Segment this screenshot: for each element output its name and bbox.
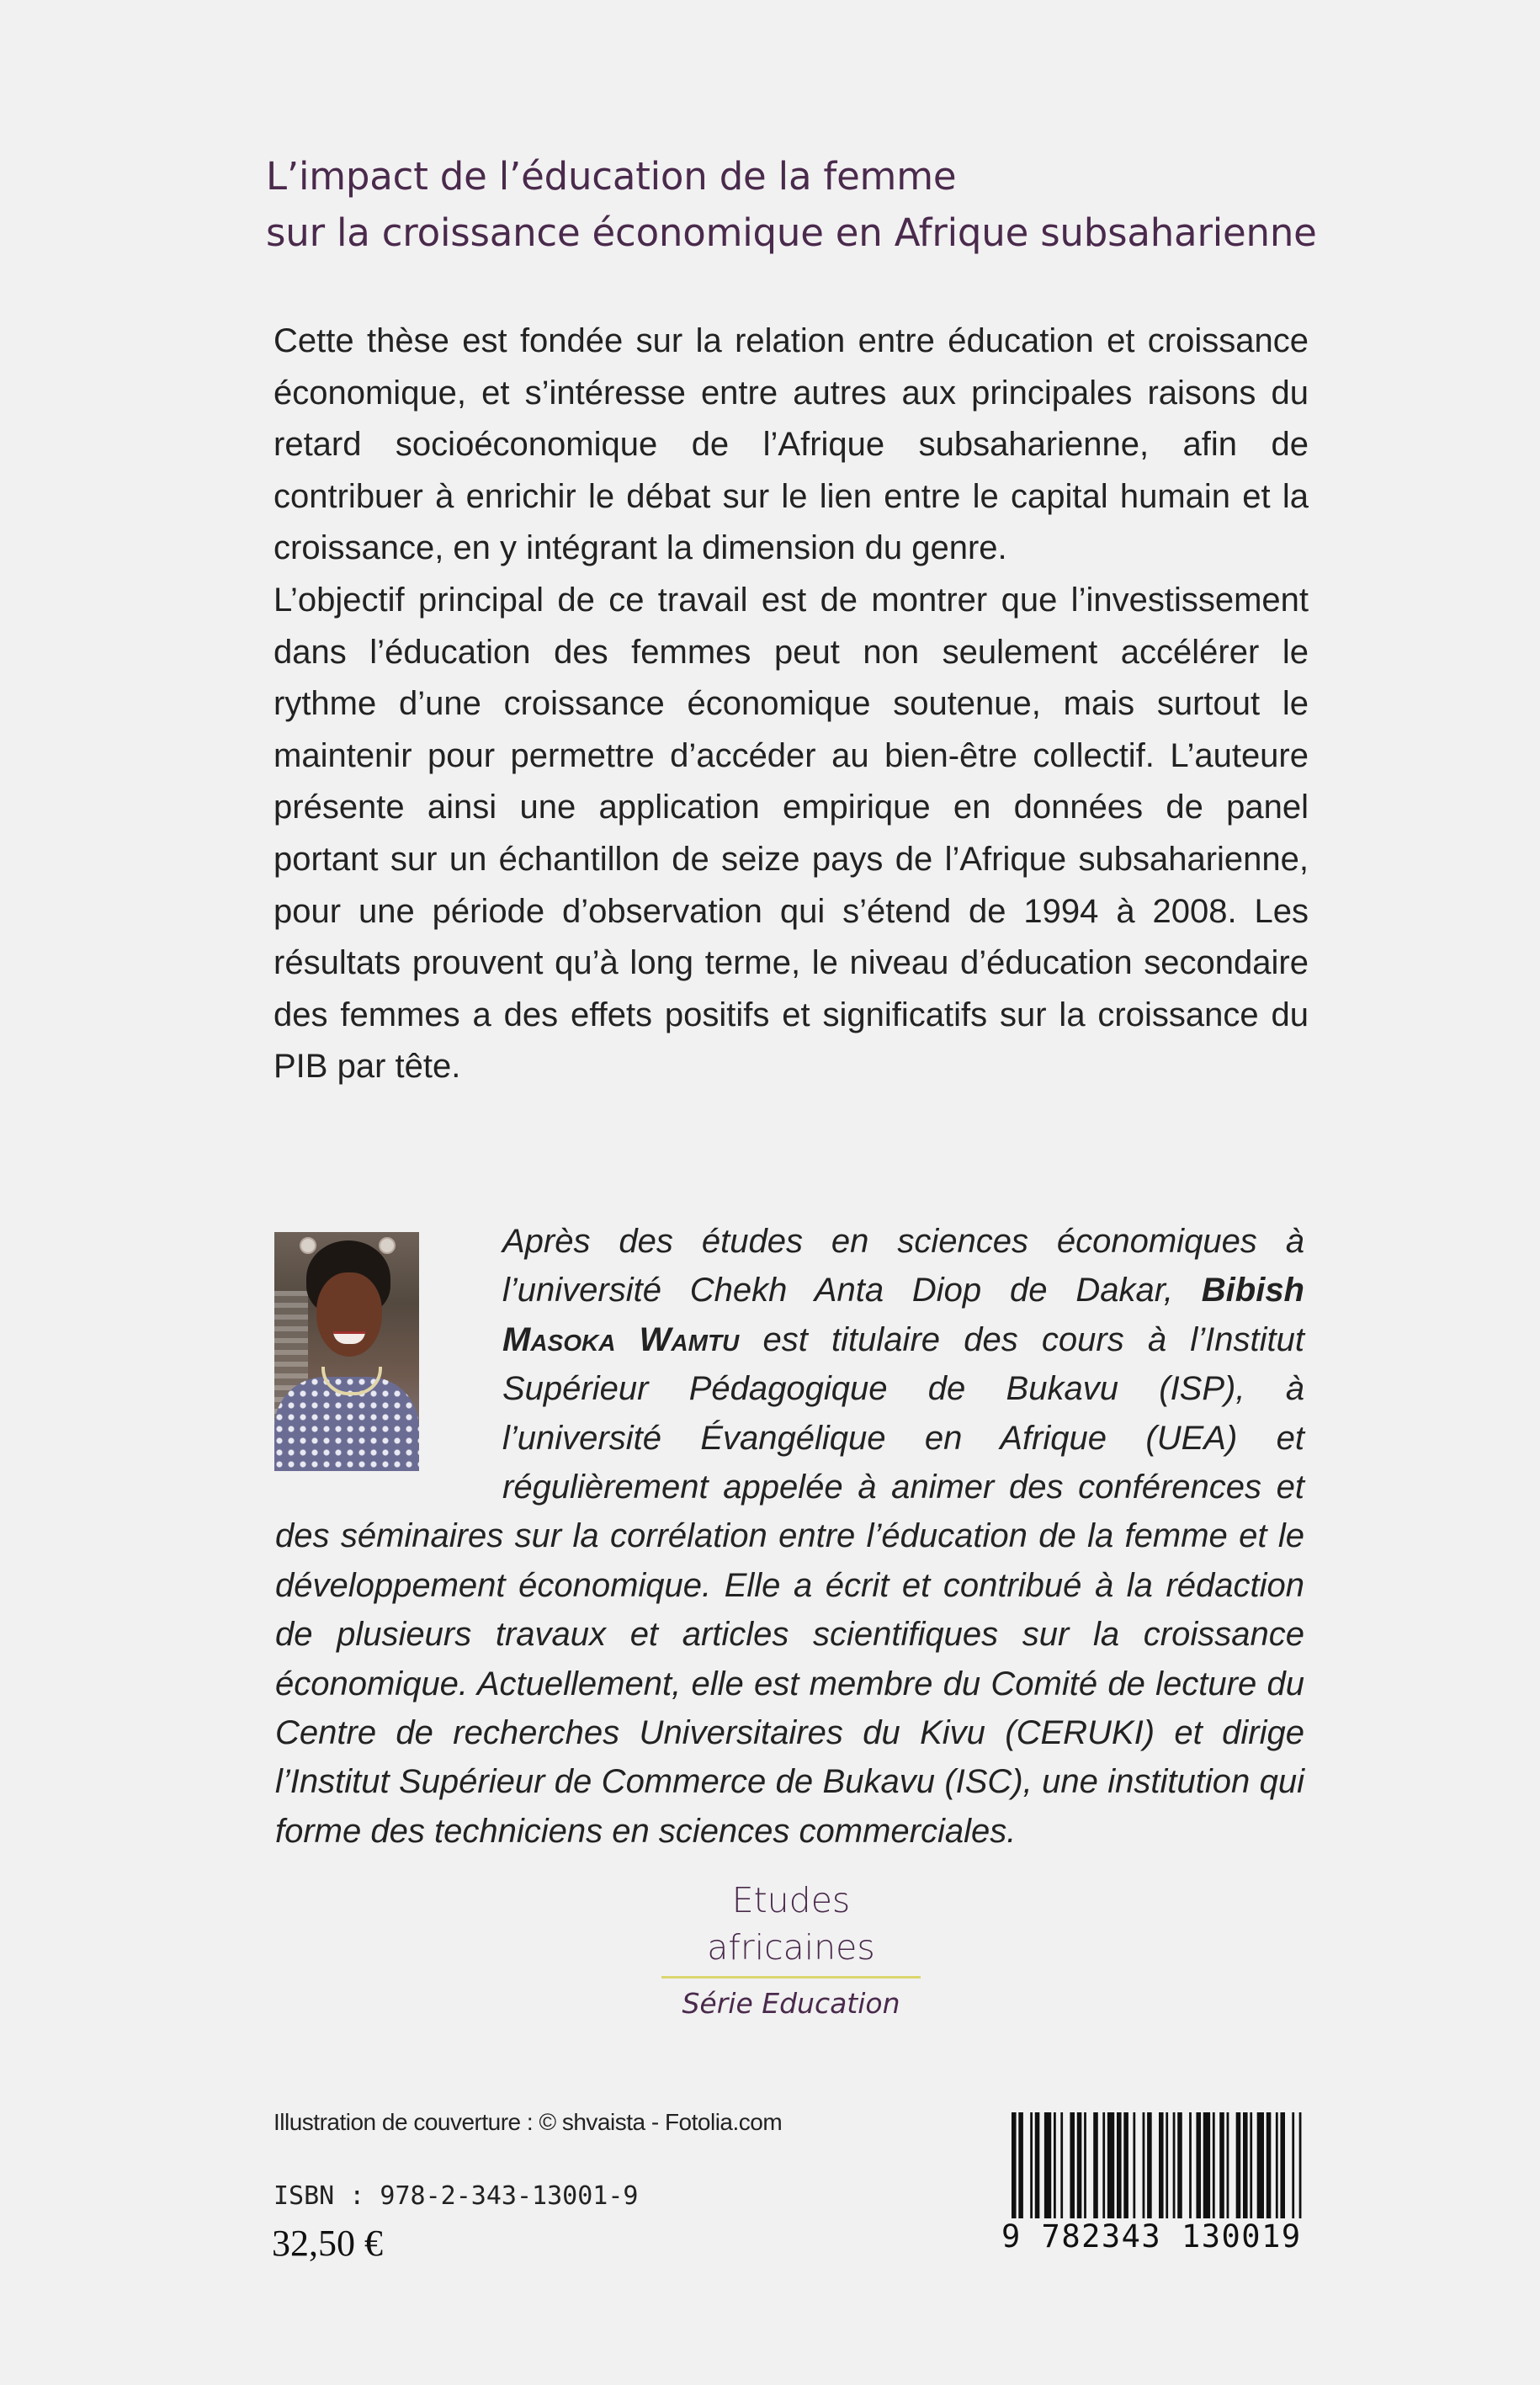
bio-text-start: Après des études en sciences économiques à l’université Chekh Anta Diop de Dakar, [502, 1223, 1304, 1309]
summary-paragraph-1: Cette thèse est fondée sur la relation entre éducation et croissance économique, et s’intéresse entre autres aux principales raisons du retard socioéconomique de l’Afrique subsaharienne, afin de contribuer à enrichir le débat sur le lien entre le capital humain et la croissance, en y intégrant la dimension du genre. [273, 322, 1309, 567]
bio-text-rest: est titulaire des cours à l’Institut Supérieur Pédagogique de Bukavu (ISP), à l’université Évangélique en Afrique (UEA) et régulièrement appelée à animer des conférences et des séminaires sur la corrélation entre l’éducation de la femme et le développement économique. Elle a écrit et contribué à la rédaction de plusieurs travaux et articles scientifiques sur la croissance économique. Actuellement, elle est membre du Comité de lecture du Centre de recherches Universitaires du Kivu (CERUKI) et dirige l’Institut Supérieur de Commerce de Bukavu (ISC), une institution qui forme des techniciens en sciences commerciales. [275, 1320, 1304, 1850]
barcode-block [1000, 2112, 1311, 2255]
summary-paragraph-2: L’objectif principal de ce travail est de montrer que l’investissement dans l’éducation des femmes peut non seulement accélérer le rythme d’une croissance économique soutenue, mais surtout le maintenir pour permettre d’accéder au bien-être collectif. L’auteure présente ainsi une application empirique en données de panel portant sur un échantillon de seize pays de l’Afrique subsaharienne, pour une période d’observation qui s’étend de 1994 à 2008. Les résultats prouvent qu’à long terme, le niveau d’éducation secondaire des femmes a des effets positifs et significatifs sur la croissance du PIB par tête. [273, 581, 1309, 1086]
barcode-icon [1012, 2112, 1306, 2234]
author-name: Bibish Masoka Wamtu [502, 1272, 1304, 1358]
series-block [656, 1877, 926, 2021]
book-summary [273, 316, 1309, 1093]
author-bio [275, 1217, 1304, 1856]
series-title: Etudes africaines [707, 1880, 875, 1968]
book-title [266, 148, 1360, 261]
cover-credit: Illustration de couverture : © shvaista - Fotolia.com [273, 2109, 783, 2135]
series-subtitle: Série Education [682, 1987, 900, 2020]
barcode-number: 9 782343 130019 [1001, 2218, 1302, 2255]
book-title-line-2: sur la croissance économique en Afrique subsaharienne [266, 210, 1317, 255]
isbn: ISBN : 978-2-343-13001-9 [273, 2181, 639, 2211]
series-divider [661, 1976, 921, 1979]
book-title-line-1: L’impact de l’éducation de la femme [266, 154, 957, 199]
price: 32,50 € [272, 2223, 383, 2264]
